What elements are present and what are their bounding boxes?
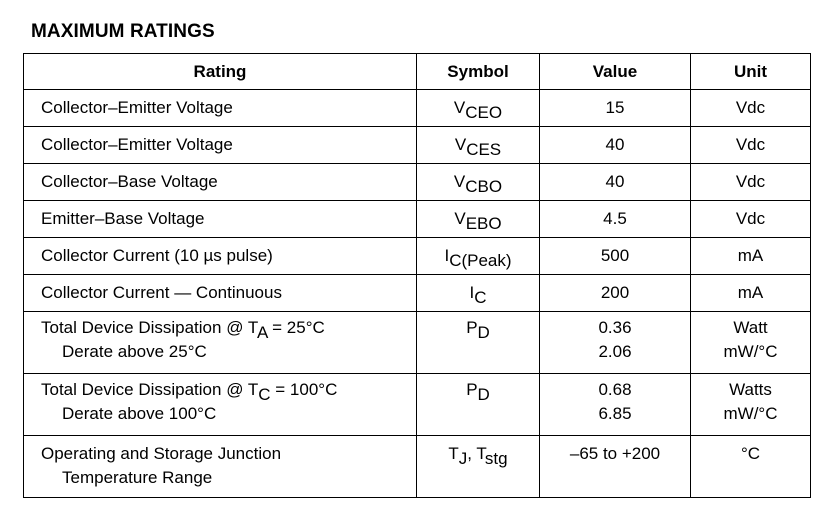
value-cell: 500 (540, 238, 691, 275)
value-line-1: 0.36 (598, 318, 632, 337)
symbol-cell (417, 164, 540, 201)
symbol-cell (417, 275, 540, 312)
unit-line-2: mW/°C (723, 342, 778, 361)
table-header-row (24, 54, 811, 90)
rating-line (41, 316, 416, 340)
symbol-main: P (466, 380, 478, 399)
rating-cell: Collector–Base Voltage (24, 164, 417, 201)
rating-cell (24, 374, 417, 436)
table-row (24, 127, 811, 164)
rating-suffix: = 25°C (267, 318, 325, 337)
symbol-main: V (453, 172, 466, 191)
derate-label: Derate above 100°C (62, 404, 217, 423)
table-row (24, 238, 811, 275)
value-line-2: 6.85 (598, 404, 632, 423)
unit-cell: mA (691, 275, 811, 312)
rating-cell: Collector–Emitter Voltage (24, 90, 417, 127)
symbol-main: T (448, 444, 459, 463)
header-symbol: Symbol (417, 54, 540, 90)
symbol-separator: , T (467, 444, 485, 463)
rating-line-1: Operating and Storage Junction (41, 444, 282, 463)
symbol-subscript: CBO (465, 177, 503, 196)
symbol-cell (417, 436, 540, 498)
derate-label: Derate above 25°C (62, 342, 207, 361)
value-cell (540, 374, 691, 436)
symbol-cell (417, 312, 540, 374)
value-cell: 15 (540, 90, 691, 127)
symbol-cell (417, 201, 540, 238)
header-value: Value (540, 54, 691, 90)
unit-line-1: Watt (733, 318, 768, 337)
maximum-ratings-table (23, 53, 811, 498)
table-row (24, 164, 811, 201)
rating-line (41, 378, 416, 402)
table-row (24, 201, 811, 238)
table-row (24, 275, 811, 312)
rating-cell (24, 312, 417, 374)
rating-line-2: Temperature Range (62, 468, 213, 487)
symbol-main: V (454, 135, 467, 154)
value-cell: 4.5 (540, 201, 691, 238)
symbol-main: I (469, 283, 475, 302)
header-unit: Unit (691, 54, 811, 90)
page-title: MAXIMUM RATINGS (31, 21, 215, 42)
symbol-cell (417, 90, 540, 127)
symbol-main: I (444, 246, 450, 265)
symbol-cell (417, 127, 540, 164)
rating-prefix: Total Device Dissipation @ T (41, 318, 257, 337)
rating-subscript: A (257, 323, 268, 342)
unit-cell: °C (691, 436, 811, 498)
value-cell (540, 312, 691, 374)
rating-cell (24, 436, 417, 498)
symbol-subscript: CES (466, 140, 502, 159)
unit-cell: Vdc (691, 201, 811, 238)
symbol-cell (417, 374, 540, 436)
unit-cell: Vdc (691, 90, 811, 127)
value-cell: 40 (540, 164, 691, 201)
symbol-subscript: J (458, 449, 468, 468)
symbol-main: P (466, 318, 478, 337)
symbol-cell (417, 238, 540, 275)
value-cell: 40 (540, 127, 691, 164)
table-row-junction (24, 436, 811, 498)
rating-prefix: Total Device Dissipation @ T (41, 380, 259, 399)
value-cell: 200 (540, 275, 691, 312)
header-rating: Rating (24, 54, 417, 90)
symbol-main: V (454, 209, 466, 228)
value-line-2: 2.06 (598, 342, 632, 361)
rating-suffix: = 100°C (270, 380, 338, 399)
unit-cell (691, 312, 811, 374)
symbol-subscript-2: stg (484, 449, 508, 468)
unit-line-2: mW/°C (723, 404, 778, 423)
unit-cell (691, 374, 811, 436)
unit-cell: Vdc (691, 164, 811, 201)
rating-cell: Emitter–Base Voltage (24, 201, 417, 238)
unit-cell: Vdc (691, 127, 811, 164)
table-row-dissipation-ta (24, 312, 811, 374)
table-row-dissipation-tc (24, 374, 811, 436)
unit-cell: mA (691, 238, 811, 275)
value-line-1: 0.68 (598, 380, 632, 399)
symbol-subscript: CEO (465, 103, 503, 122)
symbol-subscript: C(Peak) (449, 251, 512, 270)
symbol-subscript: C (474, 288, 487, 307)
value-cell: –65 to +200 (540, 436, 691, 498)
unit-line-1: Watts (729, 380, 772, 399)
rating-cell: Collector–Emitter Voltage (24, 127, 417, 164)
symbol-subscript: D (477, 323, 490, 342)
symbol-main: V (453, 98, 466, 117)
symbol-subscript: D (477, 385, 490, 404)
rating-subscript: C (258, 385, 271, 404)
symbol-subscript: EBO (465, 214, 502, 233)
rating-cell: Collector Current (10 µs pulse) (24, 238, 417, 275)
table-row (24, 90, 811, 127)
rating-cell: Collector Current — Continuous (24, 275, 417, 312)
